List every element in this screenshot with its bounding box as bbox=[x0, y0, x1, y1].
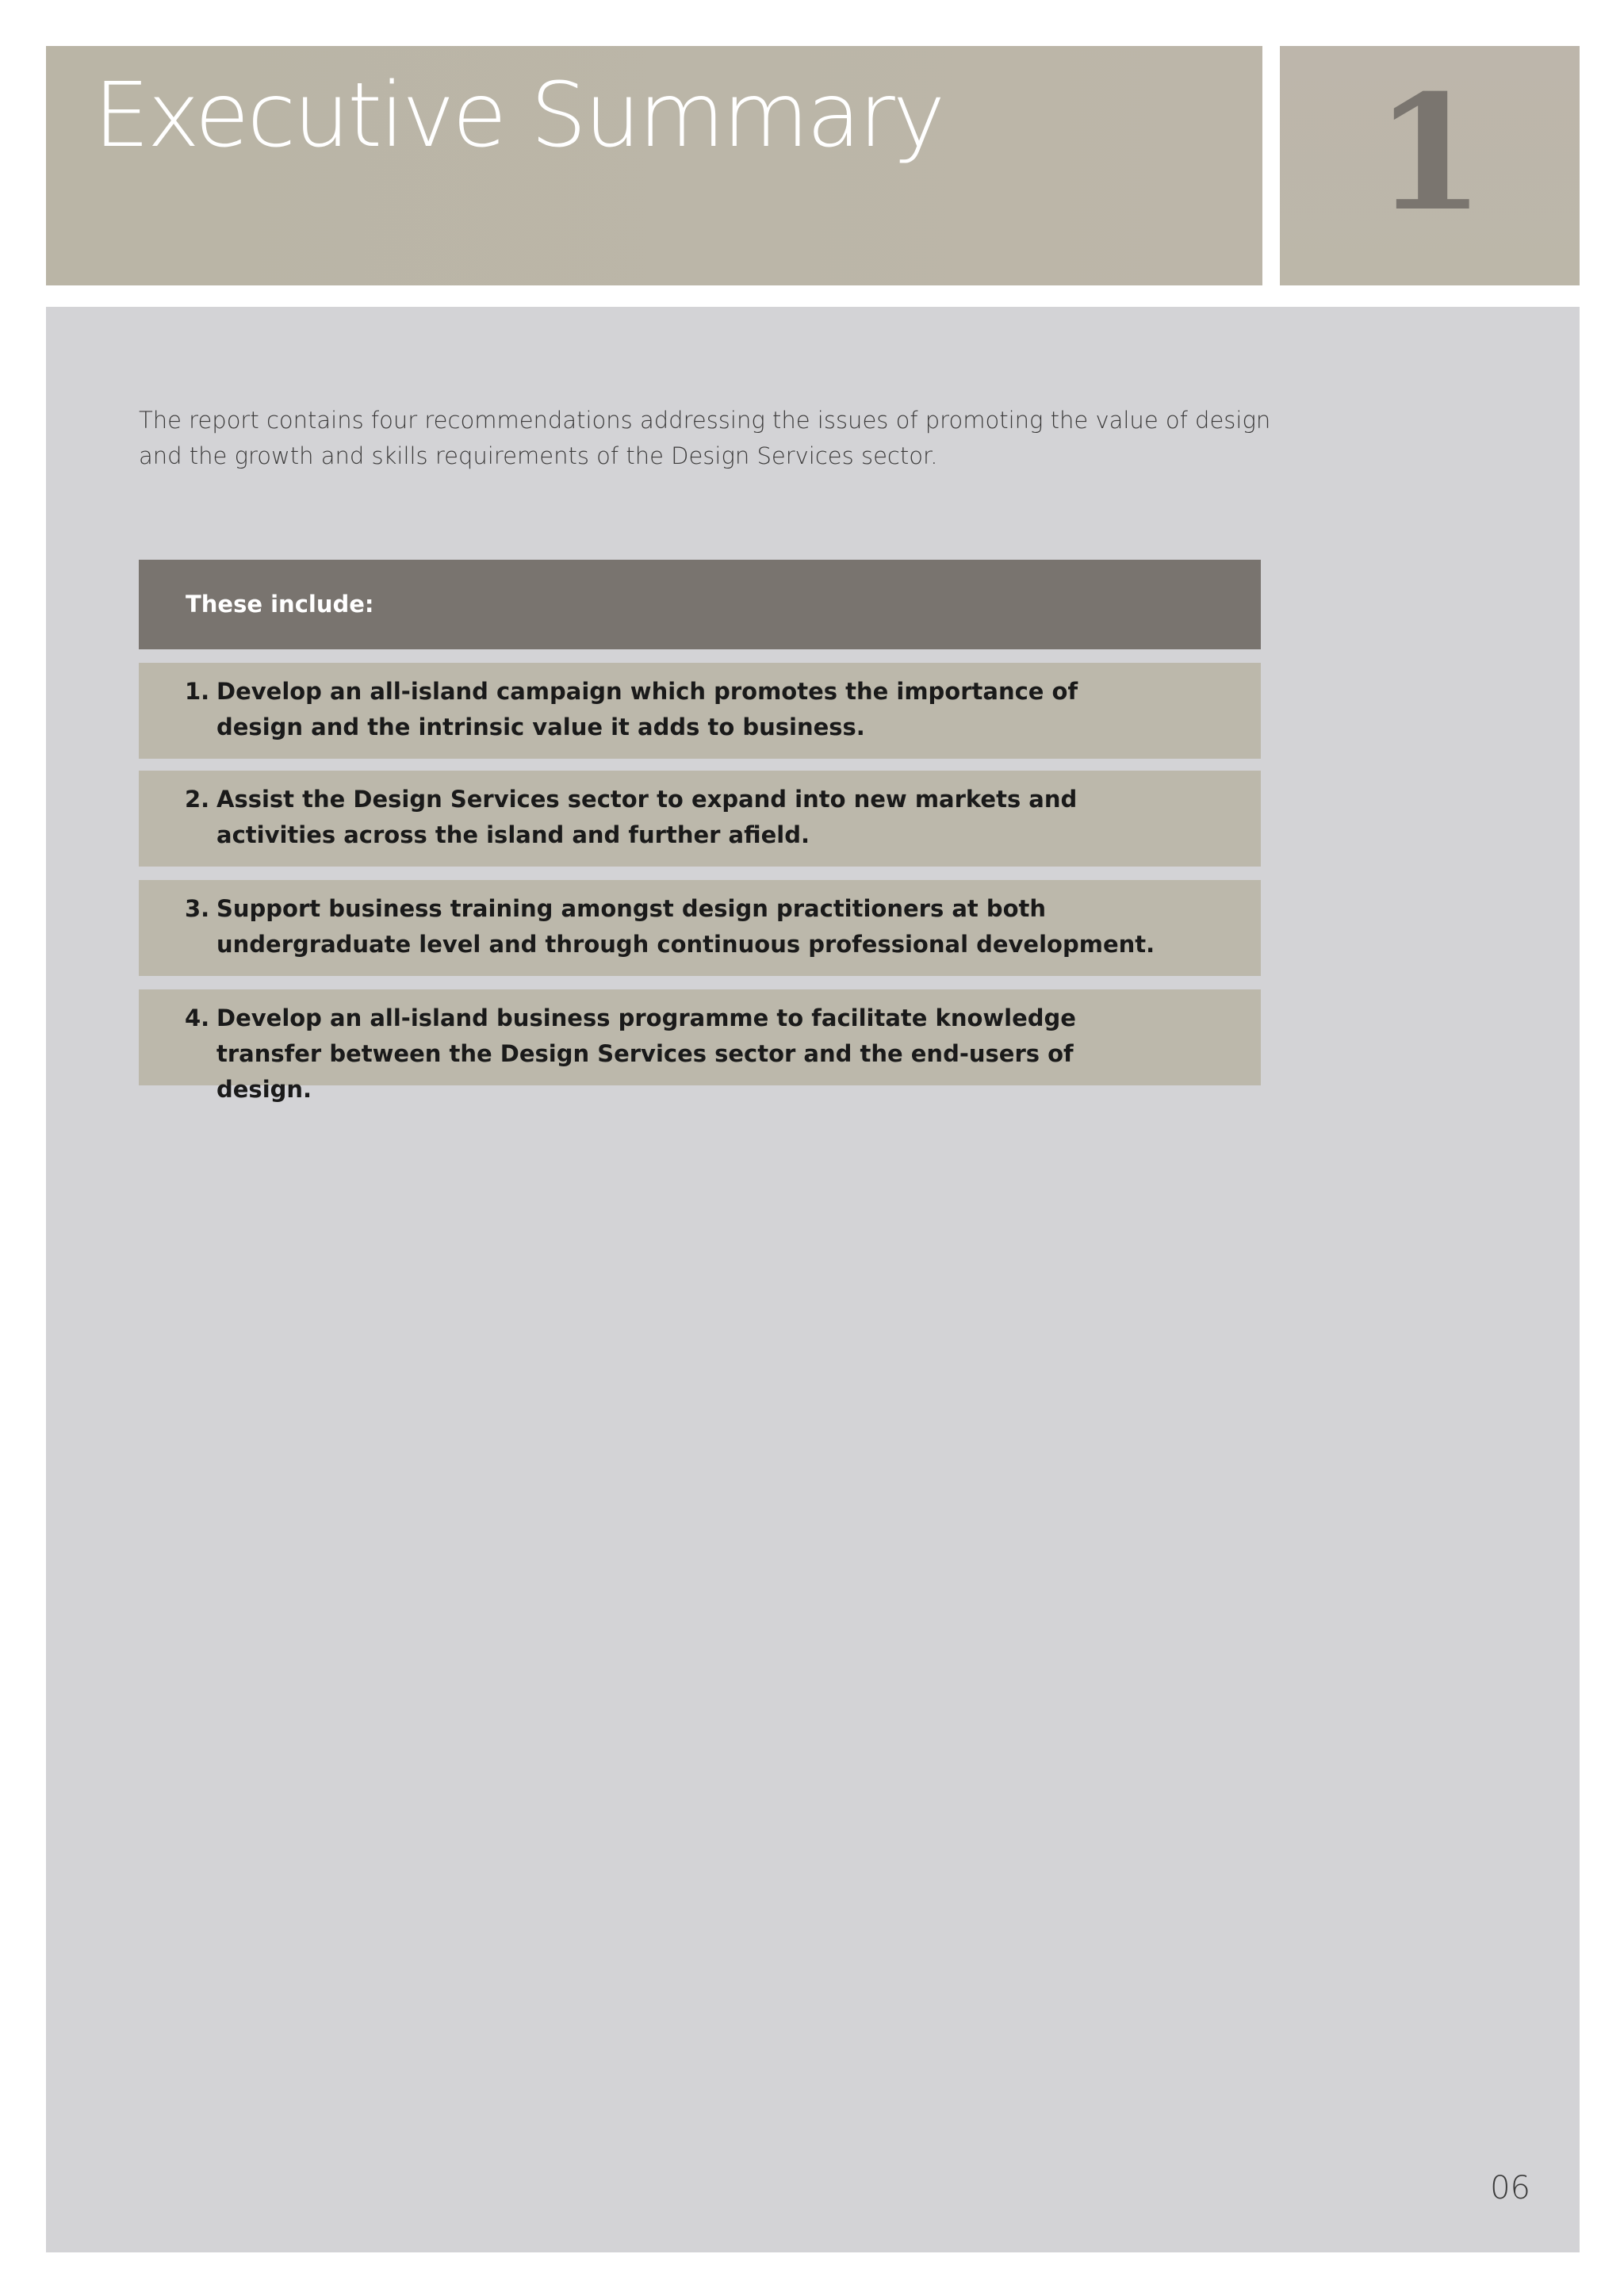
intro-paragraph: The report contains four recommendations addressing the issues of promoting the value of design and the growth and skills requirements of the Design Services sector. bbox=[139, 407, 1271, 469]
recommendation-item-4 bbox=[139, 989, 1261, 1103]
recommendation-text: Support business training amongst design practitioners at both undergraduate level and through continuous professional development. bbox=[216, 895, 1155, 958]
recommendation-text: Develop an all-island campaign which promotes the importance of design and the intrinsic value it adds to business. bbox=[216, 678, 1078, 740]
recommendation-text: Develop an all-island business programme to facilitate knowledge transfer between the Design Services sector and the end-users of design. bbox=[216, 1004, 1076, 1103]
recommendation-number: 2. bbox=[185, 786, 210, 813]
chapter-badge bbox=[1280, 46, 1580, 285]
recommendations-header-label: These include: bbox=[186, 591, 374, 618]
content-panel bbox=[46, 307, 1580, 2252]
recommendation-item-1 bbox=[139, 663, 1261, 759]
page-title: Executive Summary bbox=[94, 64, 944, 167]
recommendation-text: Assist the Design Services sector to expand into new markets and activities across the island and further afield. bbox=[216, 786, 1078, 848]
recommendation-number: 4. bbox=[185, 1004, 210, 1031]
page-number: 06 bbox=[1490, 2170, 1530, 2206]
recommendation-item-3 bbox=[139, 880, 1261, 976]
chapter-number: 1 bbox=[1374, 60, 1485, 247]
recommendation-number: 1. bbox=[185, 678, 210, 705]
recommendation-number: 3. bbox=[185, 895, 210, 922]
recommendations-header bbox=[139, 560, 1261, 649]
recommendation-item-2 bbox=[139, 771, 1261, 867]
